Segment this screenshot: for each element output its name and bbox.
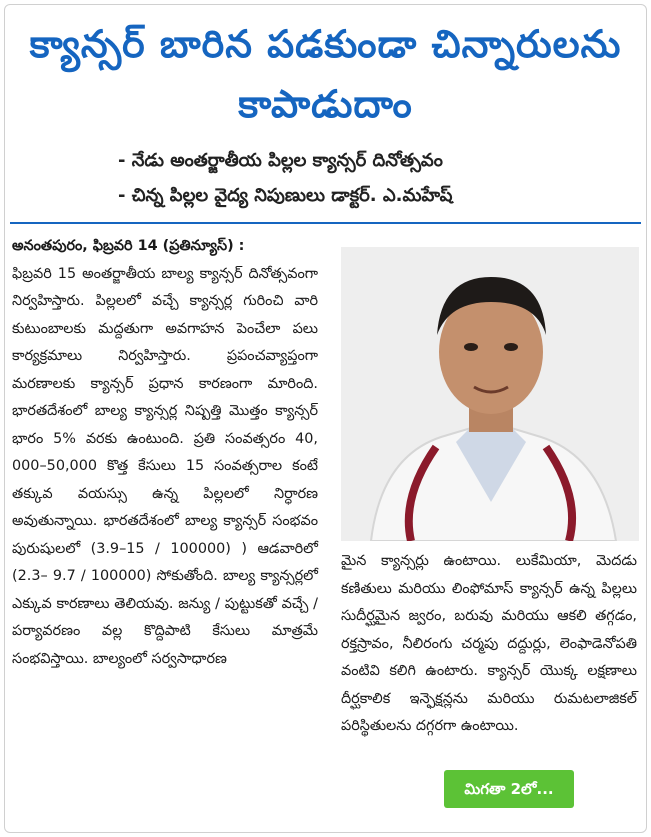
headline-divider — [10, 222, 641, 224]
article-column-left — [12, 233, 318, 673]
subheading-2: - చిన్న పిల్లల వైద్య నిపుణులు డాక్టర్. ఎ.మహేష్ — [118, 185, 453, 206]
continued-on-page-button[interactable]: మిగతా 2లో... — [444, 770, 574, 808]
doctor-portrait-icon — [341, 247, 639, 541]
subheading-1: - నేడు అంతర్జాతీయ పిల్లల క్యాన్సర్ దినోత్సవం — [118, 150, 443, 171]
doctor-photo — [341, 247, 639, 541]
headline-line-1: క్యాన్సర్ బారిన పడకుండా చిన్నారులను — [29, 22, 622, 66]
article-body-left: ఫిబ్రవరి 15 అంతర్జాతీయ బాల్య క్యాన్సర్ దినోత్సవంగా నిర్వహిస్తారు. పిల్లలలో వచ్చే క్యాన్సర్ల గురించి వారి కుటుంబాలకు మద్దతుగా అవగాహన పెంచేలా పలు కార్యక్రమాలు నిర్వహిస్తారు. ప్రపంచవ్యాప్తంగా మరణాలకు క్యాన్సర్ ప్రధాన కారణంగా మారింది. భారతదేశంలో బాల్య క్యాన్సర్ల నిష్పత్తి మొత్తం క్యాన్సర్ భారం 5% వరకు ఉంటుంది. ప్రతి సంవత్సరం 40, 000–50,000 కొత్త కేసులు 15 సంవత్సరాల కంటే తక్కువ వయస్సు ఉన్న పిల్లలలో నిర్ధారణ అవుతున్నాయి. భారతదేశంలో బాల్య క్యాన్సర్ సంభవం పురుషులలో (3.9–15 / 100000) ) ఆడవారిలో (2.3– 9.7 / 100000) సోకుతోంది. బాల్య క్యాన్సర్లలో ఎక్కువ కారణాలు తెలియవు. జన్యు / పుట్టుకతో వచ్చే / పర్యావరణం వల్ల కొద్దిపాటి కేసులు మాత్రమే సంభవిస్తాయి. బాల్యంలో సర్వసాధారణ — [12, 265, 318, 667]
dateline: అనంతపురం, ఫిబ్రవరి 14 (ప్రతిన్యూస్) : — [12, 238, 245, 254]
article-column-right — [341, 548, 637, 741]
headline-line-2: కాపాడుదాం — [238, 82, 413, 126]
article-body-right: మైన క్యాన్సర్లు ఉంటాయి. లుకేమియా, మెదడు కణితులు మరియు లింఫోమాస్ క్యాన్సర్ ఉన్న పిల్లలు సుదీర్ఘమైన జ్వరం, బరువు మరియు ఆకలి తగ్గడం, రక్తస్రావం, నీలిరంగు చర్మపు దద్దుర్లు, లెంఫాడెనోపతి వంటివి కలిగి ఉంటారు. క్యాన్సర్ యొక్క లక్షణాలు దీర్ఘకాలిక ఇన్ఫెక్షన్లను మరియు రుమటలాజికల్ పరిస్థితులను దగ్గరగా ఉంటాయి. — [341, 553, 637, 734]
